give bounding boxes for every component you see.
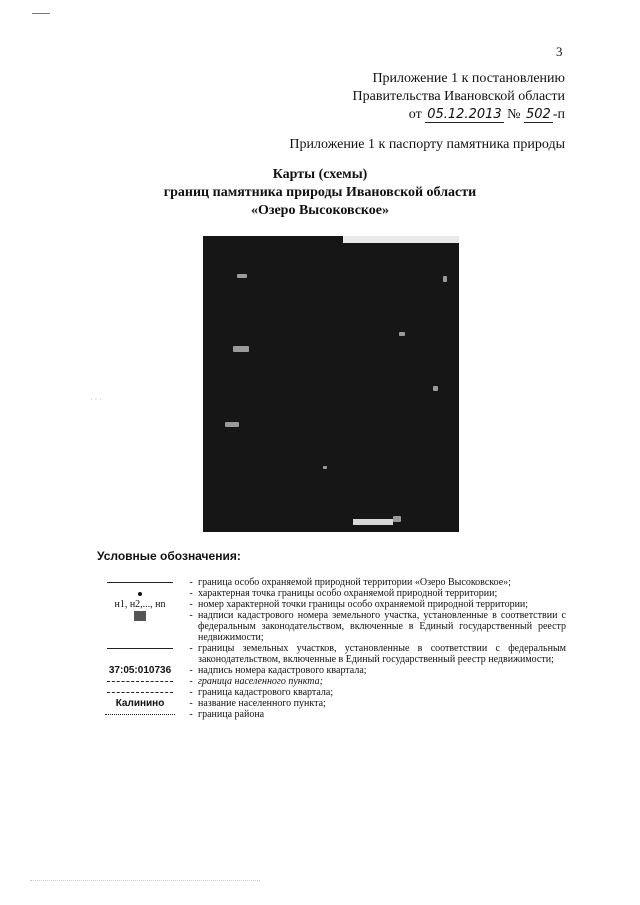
appendix-line-1: Приложение 1 к постановлению [372, 71, 565, 86]
parcel-boundary-symbol [96, 643, 184, 665]
legend-item: 37:05:010736 - надпись номера кадастрового квартала; [96, 665, 566, 676]
legend-title: Условные обозначения: [97, 549, 241, 563]
point-number-symbol: н1, н2,..., нn [114, 599, 166, 610]
scan-mark [32, 13, 50, 14]
district-boundary-symbol [96, 709, 184, 720]
page-number: 3 [556, 44, 563, 59]
legend-item: - граница населенного пункта; [96, 676, 566, 687]
legend-item: н1, н2,..., нn - номер характерной точки границы особо охраняемой природной территории; [96, 599, 566, 610]
cadastral-quarter-label-symbol: 37:05:010736 [108, 665, 172, 676]
handwritten-date: 05.12.2013 [427, 107, 502, 122]
boundary-point-symbol [96, 588, 184, 599]
settlement-name-symbol: Калинино [115, 698, 165, 709]
legend-item: - граница особо охраняемой природной территории «Озеро Высоковское»; [96, 577, 566, 588]
legend [96, 577, 566, 720]
handwritten-number: 502 [526, 107, 551, 122]
margin-specks: · · · [90, 395, 102, 404]
appendix-date-line [409, 106, 565, 124]
passport-appendix-line: Приложение 1 к паспорту памятника природы [289, 137, 565, 152]
doc-title-2: границ памятника природы Ивановской области [163, 185, 477, 200]
number-suffix: -п [552, 107, 565, 122]
quarter-boundary-symbol [96, 687, 184, 698]
legend-item: - граница кадастрового квартала; [96, 687, 566, 698]
doc-title-3: «Озеро Высоковское» [250, 203, 390, 218]
settlement-boundary-symbol [96, 676, 184, 687]
doc-title-1: Карты (схемы) [272, 167, 368, 182]
parcel-number-symbol [96, 610, 184, 643]
map-bottom-strip [353, 519, 393, 525]
from-label: от [408, 107, 422, 122]
number-label: № [507, 107, 521, 122]
legend-item: - границы земельных участков, установленные в соответствии с федеральным законодательством, включенные в Единый государственный реестр недвижимости; [96, 643, 566, 665]
legend-item: - характерная точка границы особо охраняемой природной территории; [96, 588, 566, 599]
legend-item: Калинино - название населенного пункта; [96, 698, 566, 709]
map-image [203, 236, 459, 532]
appendix-line-2: Правительства Ивановской области [352, 89, 565, 104]
legend-item: - граница района [96, 709, 566, 720]
oopt-boundary-symbol [96, 577, 184, 588]
scan-footer-mark [30, 880, 260, 881]
legend-item: - надписи кадастрового номера земельного участка, установленные в соответствии с федеральным законодательством, включенные в Единый государственный реестр недвижимости; [96, 610, 566, 643]
map-top-strip [343, 236, 459, 243]
